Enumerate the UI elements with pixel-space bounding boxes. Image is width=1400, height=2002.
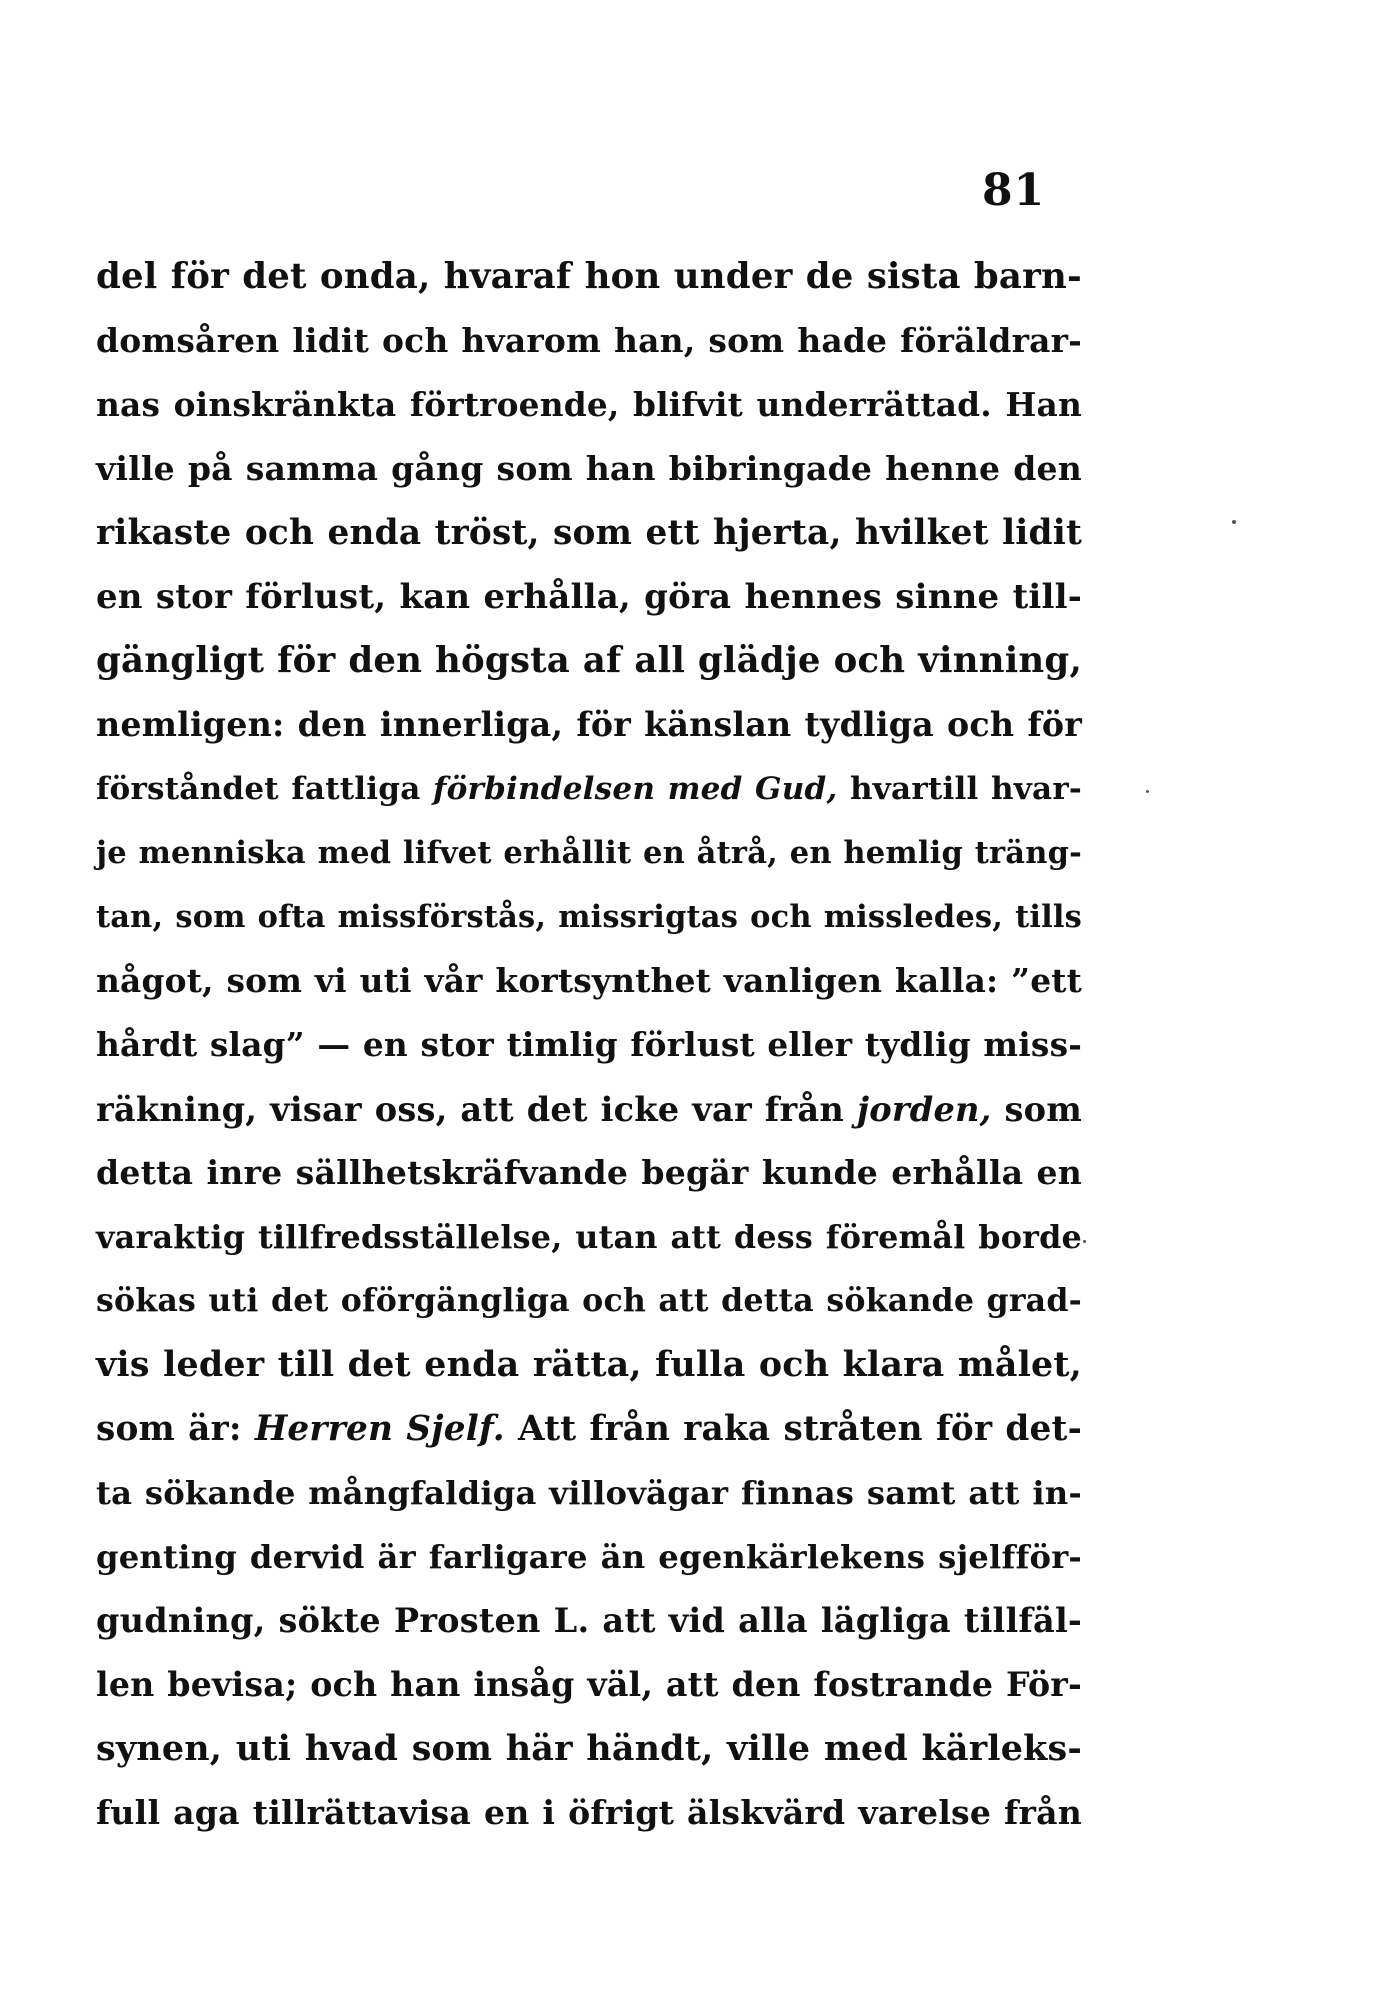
text-line: ta sökande mångfaldiga villovägar finnas samt att in-: [96, 1474, 1082, 1512]
text-segment: hvartill hvar-: [837, 771, 1082, 807]
text-line: nemligen: den innerliga, för känslan tydliga och för: [96, 705, 1082, 744]
text-segment: som är:: [96, 1409, 255, 1449]
text-line: detta inre sällhetskräfvande begär kunde erhålla en: [96, 1153, 1082, 1192]
text-line: del för det onda, hvaraf hon under de sista barn-: [96, 256, 1082, 297]
text-line: gudning, sökte Prosten L. att vid alla lägliga tillfäl-: [96, 1601, 1082, 1640]
print-speck: [1232, 520, 1236, 524]
text-segment: som: [991, 1089, 1083, 1129]
print-speck: [1083, 1240, 1086, 1243]
text-line: je menniska med lifvet erhållit en åtrå, en hemlig träng-: [96, 835, 1082, 871]
emphasized-phrase: Herren Sjelf.: [254, 1409, 505, 1449]
text-line: [96, 1077, 1082, 1141]
text-line: en stor förlust, kan erhålla, göra hennes sinne till-: [96, 577, 1082, 617]
text-line: [96, 757, 1082, 821]
text-line: synen, uti hvad som här händt, ville med kärleks-: [96, 1728, 1082, 1769]
emphasized-phrase: jorden,: [856, 1089, 992, 1129]
text-line: något, som vi uti vår kortsynthet vanligen kalla: ”ett: [96, 961, 1082, 1000]
text-line: [96, 1397, 1082, 1461]
text-line: hårdt slag” — en stor timlig förlust eller tydlig miss-: [96, 1025, 1082, 1064]
text-segment: Att från raka stråten för det-: [504, 1409, 1082, 1449]
text-line: nas oinskränkta förtroende, blifvit underrättad. Han: [96, 385, 1082, 424]
text-segment: räkning, visar oss, att det icke var från: [96, 1089, 857, 1129]
text-line: tan, som ofta missförstås, missrigtas och missledes, tills: [96, 899, 1082, 935]
text-segment: förståndet fattliga: [96, 771, 434, 807]
text-line: vis leder till det enda rätta, fulla och klara målet,: [96, 1344, 1082, 1385]
text-line: genting dervid är farligare än egenkärlekens sjelfför-: [96, 1538, 1082, 1576]
emphasized-phrase: förbindelsen med Gud,: [433, 771, 838, 807]
body-text: [96, 245, 1082, 1845]
print-speck: [1146, 790, 1149, 793]
text-line: full aga tillrättavisa en i öfrigt älskvärd varelse från: [96, 1793, 1082, 1832]
text-line: ville på samma gång som han bibringade henne den: [96, 449, 1082, 488]
text-line: sökas uti det oförgängliga och att detta sökande grad-: [96, 1282, 1082, 1319]
text-line: varaktig tillfredsställelse, utan att dess föremål borde: [96, 1218, 1082, 1256]
text-line: domsåren lidit och hvarom han, som hade föräldrar-: [96, 321, 1082, 360]
text-line: gängligt för den högsta af all glädje och vinning,: [96, 640, 1082, 681]
page-number: 81: [982, 165, 1046, 216]
text-line: rikaste och enda tröst, som ett hjerta, hvilket lidit: [96, 513, 1082, 553]
text-line: len bevisa; och han insåg väl, att den fostrande För-: [96, 1665, 1082, 1704]
